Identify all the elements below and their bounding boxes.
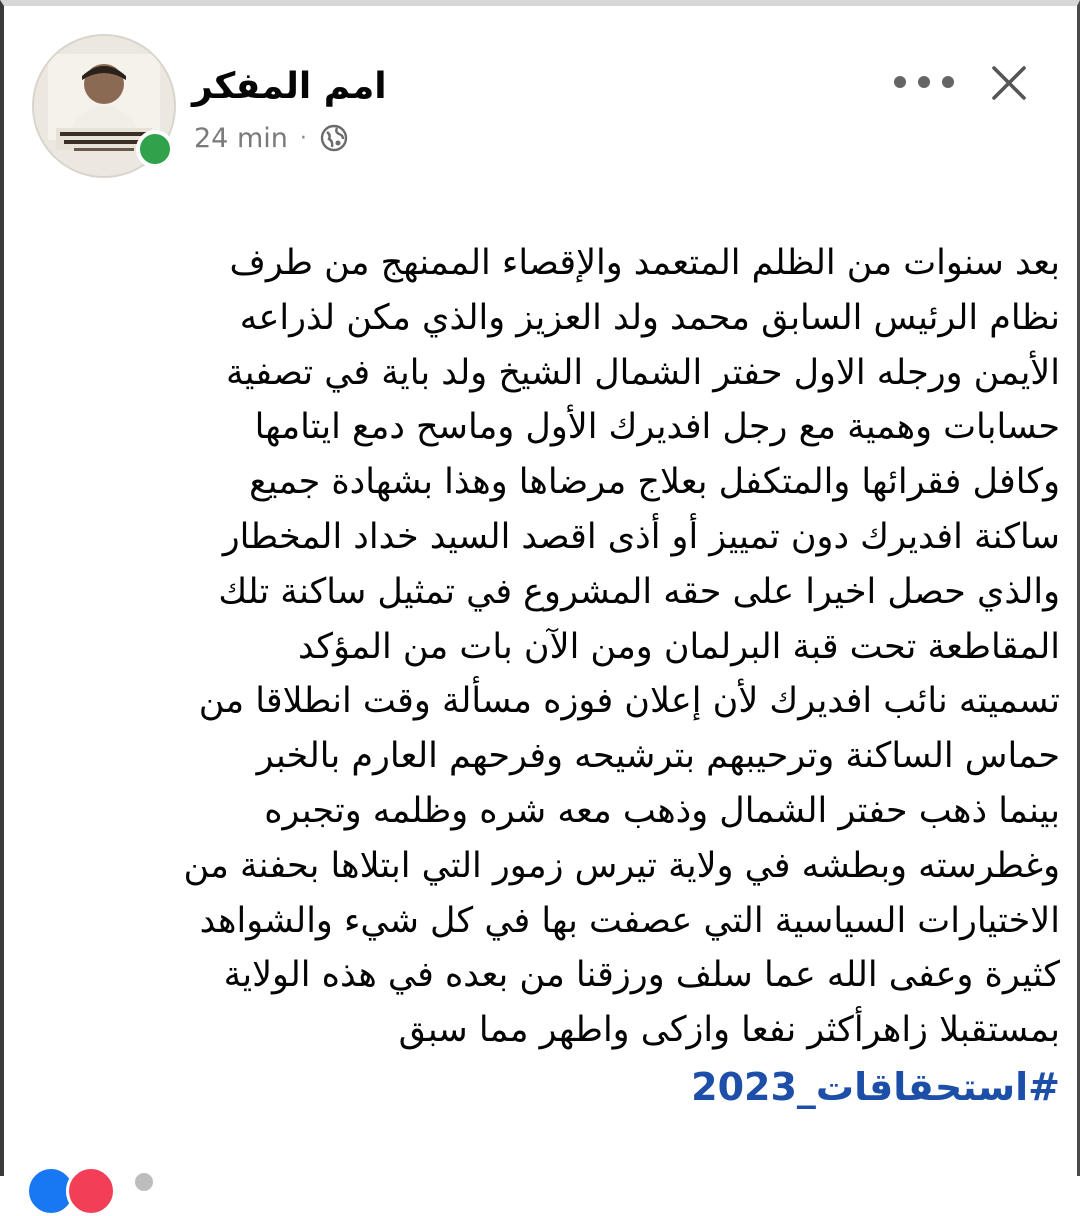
- post-text-line: تسميته نائب افديرك لأن إعلان فوزه مسألة وقت انطلاقا من: [198, 681, 1060, 722]
- love-reaction-icon: [66, 1166, 116, 1216]
- post-text-line: نظام الرئيس السابق محمد ولد العزيز والذي مكن لذراعه: [239, 297, 1060, 338]
- post-meta: [194, 118, 349, 158]
- post-text-line: بعد سنوات من الظلم المتعمد والإقصاء الممنهج من طرف: [229, 243, 1060, 283]
- post-text-line: الأيمن ورجله الاول حفتر الشمال الشيخ ولد باية في تصفية: [225, 352, 1060, 393]
- more-dot: [894, 76, 906, 88]
- post-text-line: وكافل فقرائها والمتكفل بعلاج مرضاها وهذا بشهادة جميع: [249, 462, 1060, 503]
- post-text-line: كثيرة وعفى الله عما سلف ورزقنا من بعده في هذه الولاية: [223, 955, 1060, 996]
- post-text-line: المقاطعة تحت قبة البرلمان ومن الآن بات من المؤكد: [298, 626, 1060, 667]
- more-dot: [918, 76, 930, 88]
- post-text-line: الاختيارات السياسية التي عصفت بها في كل شيء والشواهد: [199, 900, 1060, 941]
- online-status-dot: [136, 130, 174, 168]
- more-dot: [942, 76, 954, 88]
- post-text-line: بمستقبلا زاهرأكثر نفعا وازكى واطهر مما سبق: [398, 1010, 1060, 1051]
- post-text-line: حسابات وهمية مع رجل افديرك الأول وماسح دمع ايتامها: [254, 407, 1060, 448]
- post-header: [28, 30, 1058, 190]
- post-timestamp[interactable]: 24 min: [194, 122, 288, 154]
- meta-separator: ·: [299, 125, 307, 151]
- more-options-icon[interactable]: [894, 64, 954, 100]
- post-text: [32, 236, 1060, 1115]
- globe-icon[interactable]: [319, 123, 349, 153]
- reaction-count-icon: [132, 1170, 156, 1194]
- post-text-line: والذي حصل اخيرا على حقه المشروع في تمثيل ساكنة تلك: [218, 571, 1060, 612]
- hashtag-link[interactable]: #استحقاقات_2023: [691, 1064, 1060, 1109]
- post-text-line: حماس الساكنة وترحيبهم بترشيحه وفرحهم العارم بالخبر: [256, 736, 1060, 777]
- close-icon[interactable]: [988, 62, 1030, 104]
- author-name[interactable]: امم المفكر: [192, 66, 387, 107]
- post-text-line: وغطرسته وبطشه في ولاية تيرس زمور التي ابتلاها بحفنة من: [183, 845, 1060, 886]
- post-text-line: بينما ذهب حفتر الشمال وذهب معه شره وظلمه وتجبره: [264, 790, 1060, 831]
- reaction-icons[interactable]: [26, 1166, 156, 1196]
- post-text-line: ساكنة افديرك دون تمييز أو أذى اقصد السيد خداد المخطار: [222, 516, 1060, 557]
